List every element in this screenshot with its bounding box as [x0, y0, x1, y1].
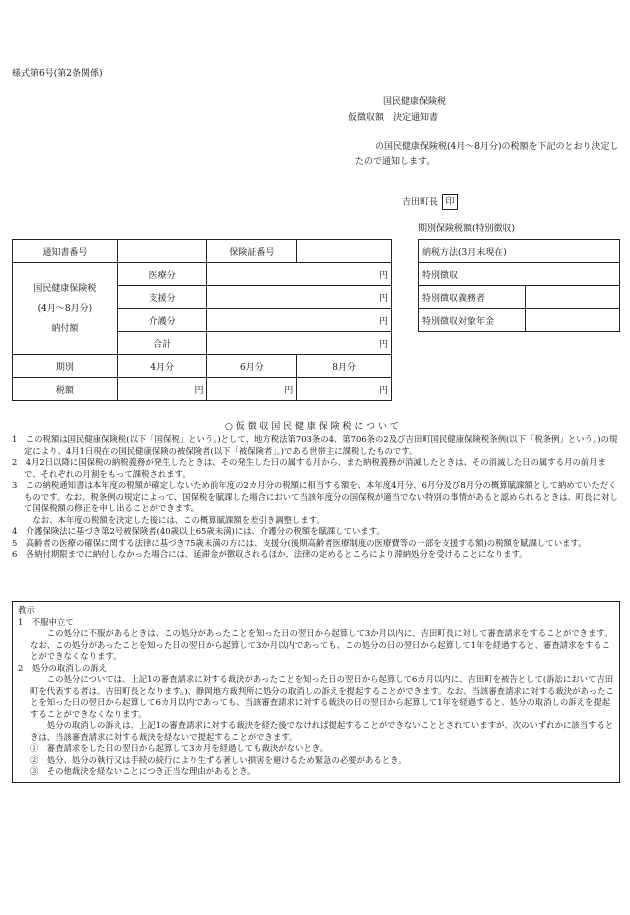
tax-august: 円 — [297, 378, 392, 401]
form-id: 様式第6号(第2条関係) — [12, 69, 103, 79]
instruction-line: ② 処分、処分の執行又は手続の続行により生ずる著しい損害を避けるため緊急の必要があるとき。 — [30, 754, 407, 765]
group-label-line: 納付額 — [51, 323, 79, 334]
note-item: 6 各納付期限までに納付しなかった場合には、延滞金が徴収されるほか、法律の定めるところにより滞納処分を受けることになります。 — [12, 549, 528, 559]
notes-heading: ○ 仮 徴 収 国 民 健 康 保 険 税 に つ い て — [225, 422, 399, 432]
row-value-medical: 円 — [207, 263, 392, 286]
tax-label: 税額 — [13, 378, 118, 401]
notice-number-label: 通知書番号 — [13, 240, 118, 263]
mayor-name: 吉田町長 — [402, 197, 439, 208]
insurance-number-label: 保険証番号 — [207, 240, 297, 263]
instruction-line: ③ その他裁決を経ないことにつき正当な理由があるとき。 — [30, 766, 256, 776]
period-june: 6月分 — [207, 355, 297, 378]
special-collection-label: 特別徴収 — [419, 263, 620, 286]
instruction-heading: 教示 — [18, 605, 35, 615]
row-value-care: 円 — [207, 309, 392, 332]
mayor-line — [402, 194, 458, 210]
intro-text: の国民健康保険税(4月～8月分)の税額を下記のとおり決定したので通知します。 — [355, 142, 619, 167]
row-value-support: 円 — [207, 286, 392, 309]
special-collection-pension-label: 特別徴収対象年金 — [419, 309, 526, 332]
note-item: なお、本年度の税額を決定した後には、この概算賦課額を差引き調整します。 — [24, 514, 325, 525]
row-value-total: 円 — [207, 332, 392, 355]
right-table-caption: 期別保険税額(特別徴収) — [418, 224, 516, 234]
special-collection-obligor-value — [526, 286, 620, 309]
instruction-line: 処分の取消しの訴えは、上記1の審査請求に対する裁決を経た後でなければ提起することができないこととされていますが、次のいずれかに該当するときは、当該審査請求に対する裁決を経ないで提起することができます。 — [30, 720, 614, 742]
period-april: 4月分 — [117, 355, 207, 378]
tax-june: 円 — [207, 378, 297, 401]
note-item: 4 介護保険法に基づき第2号被保険者(40歳以上65歳未満)には、介護分の税額を賦課しています。 — [12, 526, 385, 536]
special-collection-obligor-label: 特別徴収義務者 — [419, 286, 526, 309]
row-label-total: 合計 — [117, 332, 207, 355]
row-label-medical: 医療分 — [117, 263, 207, 286]
instruction-line: この処分については、上記1の審査請求に対する裁決があったことを知った日の翌日から起算して6カ月以内に、吉田町を被告として(訴訟において吉田町を代表する者は、吉田町長となります。)、静岡地方裁判所に処分の取消しの訴えを提起することができます。なお、当該審査請求に対する裁決があったことを知った日の翌日から起算して6カ月以内であっても、当該審査請求に対する裁決の日の翌日から起算して1年を経過すると、処分の取消しの訴えを提起することができなくなります。 — [30, 674, 614, 719]
group-label-line: (4月～8月分) — [37, 303, 93, 314]
instruction-line: ① 審査請求をした日の翌日から起算して3カ月を経過しても裁決がないとき。 — [30, 743, 329, 753]
insurance-number-value — [297, 240, 392, 263]
notes-list — [12, 434, 620, 561]
payment-method-label: 納税方法(3月末現在) — [419, 240, 620, 263]
group-label-line: 国民健康保険税 — [33, 283, 97, 294]
instruction-line: 1 不服申立て — [18, 616, 74, 627]
special-collection-pension-value — [526, 309, 620, 332]
instruction-line: 2 処分の取消しの訴え — [18, 662, 108, 673]
notice-number-value — [117, 240, 207, 263]
period-label: 期別 — [13, 355, 118, 378]
row-label-support: 支援分 — [117, 286, 207, 309]
row-label-care: 介護分 — [117, 309, 207, 332]
title-line-2: 仮徴収額 決定通知書 — [348, 113, 439, 123]
period-august: 8月分 — [297, 355, 392, 378]
tax-amount-table — [12, 239, 392, 401]
tax-april: 円 — [117, 378, 207, 401]
note-item: 2 4月2日以降に国保税の納税義務が発生したときは、その発生した日の属する月から、また納税義務が消滅したときは、その消滅した日の属する月の前月まで、それぞれの月割をもって課税されます。 — [12, 457, 606, 479]
note-item: 3 この納税通知書は本年度の税額が確定しないため前年度の2カ月分の税額に相当する額を、本年度4月分、6月分及び8月分の概算賦課額として納めていただくものです。なお、税条例の規定によって、国保税を賦課した場合において当該年度分の国保税が適当でない特別の事情があると認められるときは、町長に対して国保税額の修正を申し出ることができます。 — [12, 480, 618, 513]
payment-method-table — [418, 239, 620, 332]
seal-stamp: 印 — [442, 194, 458, 210]
note-item: 5 高齢者の医療の確保に関する法律に基づき75歳未満の方には、支援分(後期高齢者医療制度の医療費等の一部を支援する額)の税額を賦課しています。 — [12, 537, 587, 548]
note-item: 1 この税額は国民健康保険税(以下「国保税」という。)として、地方税法第703条の4、第706条の2及び吉田町国民健康保険税条例(以下「税条例」という。)の規定により、4月1日現在の国民健康保険の被保険者(以下「被保険者」。)である世帯主に課税したものです。 — [12, 434, 618, 456]
instruction-box — [12, 601, 620, 783]
title-line-1: 国民健康保険税 — [383, 97, 447, 107]
instruction-line: この処分に不服があるときは、この処分があったことを知った日の翌日から起算して3か月以内に、吉田町長に対して審査請求をすることができます。なお、この処分があったことを知った日の翌日から起算して3か月以内であっても、この処分の日の翌日から起算して1年を経過すると、審査請求をすることができなくなります。 — [30, 628, 613, 661]
group-label — [13, 263, 118, 355]
